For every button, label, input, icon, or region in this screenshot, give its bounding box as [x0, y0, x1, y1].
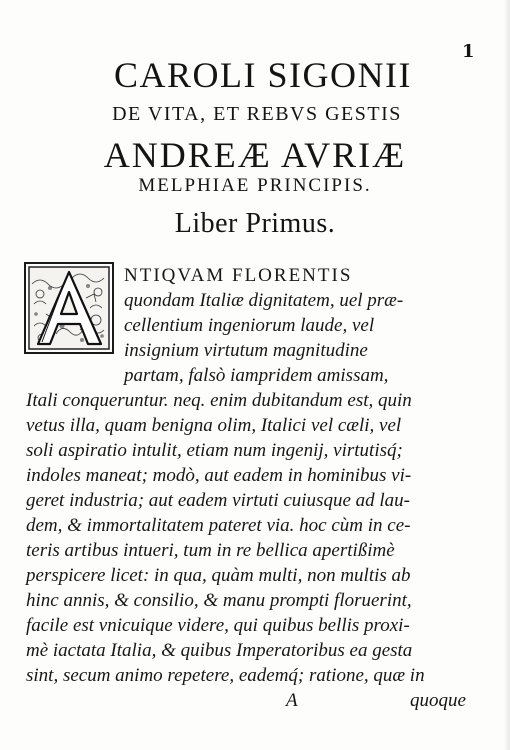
text-line: geret industria; aut eadem virtuti cuiusque ad lau-	[26, 490, 410, 511]
text-line: teris artibus intueri, tum in re bellica apertißimè	[26, 540, 395, 561]
text-line: soli aspiratio intulit, etiam num ingenij, virtutisq́;	[26, 440, 403, 461]
signature-mark: A	[286, 690, 298, 711]
text-line: cellentium ingeniorum laude, vel	[124, 315, 375, 336]
subtitle-heading: DE VITA, ET REBVS GESTIS	[112, 103, 402, 125]
text-line: dem, & immortalitatem pateret via. hoc cùm in ce-	[26, 515, 411, 536]
text-line: vetus illa, quam benigna olim, Italici vel cæli, vel	[26, 415, 402, 436]
page-number: 1	[462, 41, 475, 62]
book-title: Liber Primus.	[174, 208, 336, 239]
text-line: Itali conqueruntur. neq. enim dubitandum est, quin	[26, 390, 412, 411]
text-line: hinc annis, & consilio, & manu prompti floruerint,	[26, 590, 412, 611]
subject-title-heading: MELPHIAE PRINCIPIS.	[138, 175, 372, 196]
subject-name-heading: ANDREÆ AVRIÆ	[103, 135, 407, 175]
text-line: quondam Italiæ dignitatem, uel præ-	[124, 290, 404, 311]
text-line: insignium virtutum magnitudine	[124, 340, 368, 361]
text-line: NTIQVAM FLORENTIS	[124, 265, 353, 286]
author-heading: CAROLI SIGONII	[114, 55, 412, 95]
text-line: indoles maneat; modò, aut eadem in hominibus vi-	[26, 465, 412, 486]
text-line: sint, secum animo repetere, eademq́; ratione, quæ in	[26, 665, 425, 686]
text-line: perspicere licet: in qua, quàm multi, non multis ab	[26, 565, 411, 586]
text-line: partam, falsò iampridem amissam,	[124, 365, 389, 386]
text-line: facile est vnicuique videre, qui quibus bellis proxi-	[26, 615, 410, 636]
catchword: quoque	[410, 690, 466, 711]
text-line: mè iactata Italia, & quibus Imperatoribus ea gesta	[26, 640, 413, 661]
